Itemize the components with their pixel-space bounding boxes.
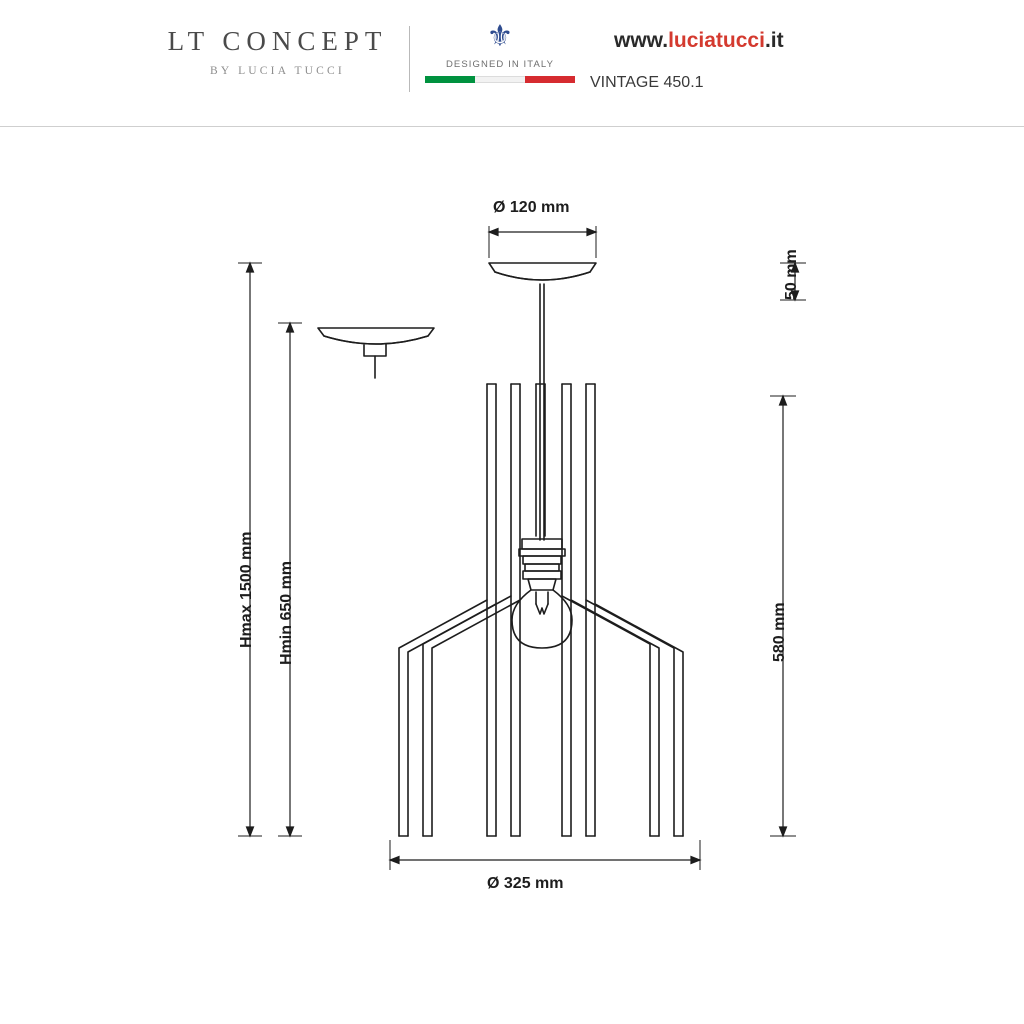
shade-rods-left [399, 384, 545, 836]
dimension-bottom-diameter [390, 840, 700, 870]
light-bulb [512, 590, 572, 648]
suspension-cord [540, 284, 544, 540]
shade-rods-right [562, 384, 683, 836]
brand-name: LT CONCEPT [167, 26, 388, 56]
dimension-top-diameter [489, 226, 596, 258]
label-top-diameter: Ø 120 mm [493, 199, 570, 216]
main-canopy [489, 263, 596, 280]
website-accent: luciatucci [668, 29, 765, 52]
label-body-height: 580 mm [771, 602, 788, 662]
brand-tagline: BY LUCIA TUCCI [210, 65, 345, 77]
lamp-holder [519, 539, 565, 590]
label-hmin: Hmin 650 mm [278, 560, 295, 665]
designed-in-italy-label: DESIGNED IN ITALY [445, 59, 555, 70]
website-suffix: .it [764, 29, 784, 52]
label-bottom-diameter: Ø 325 mm [487, 875, 564, 892]
website-prefix: www. [614, 29, 669, 52]
canopy-side-view [318, 328, 434, 378]
label-hmax: Hmax 1500 mm [238, 531, 255, 648]
label-canopy-height: 50 mm [783, 249, 800, 300]
model-name: VINTAGE 450.1 [590, 74, 704, 91]
fleur-de-lis-icon: ⚜ [486, 19, 514, 54]
